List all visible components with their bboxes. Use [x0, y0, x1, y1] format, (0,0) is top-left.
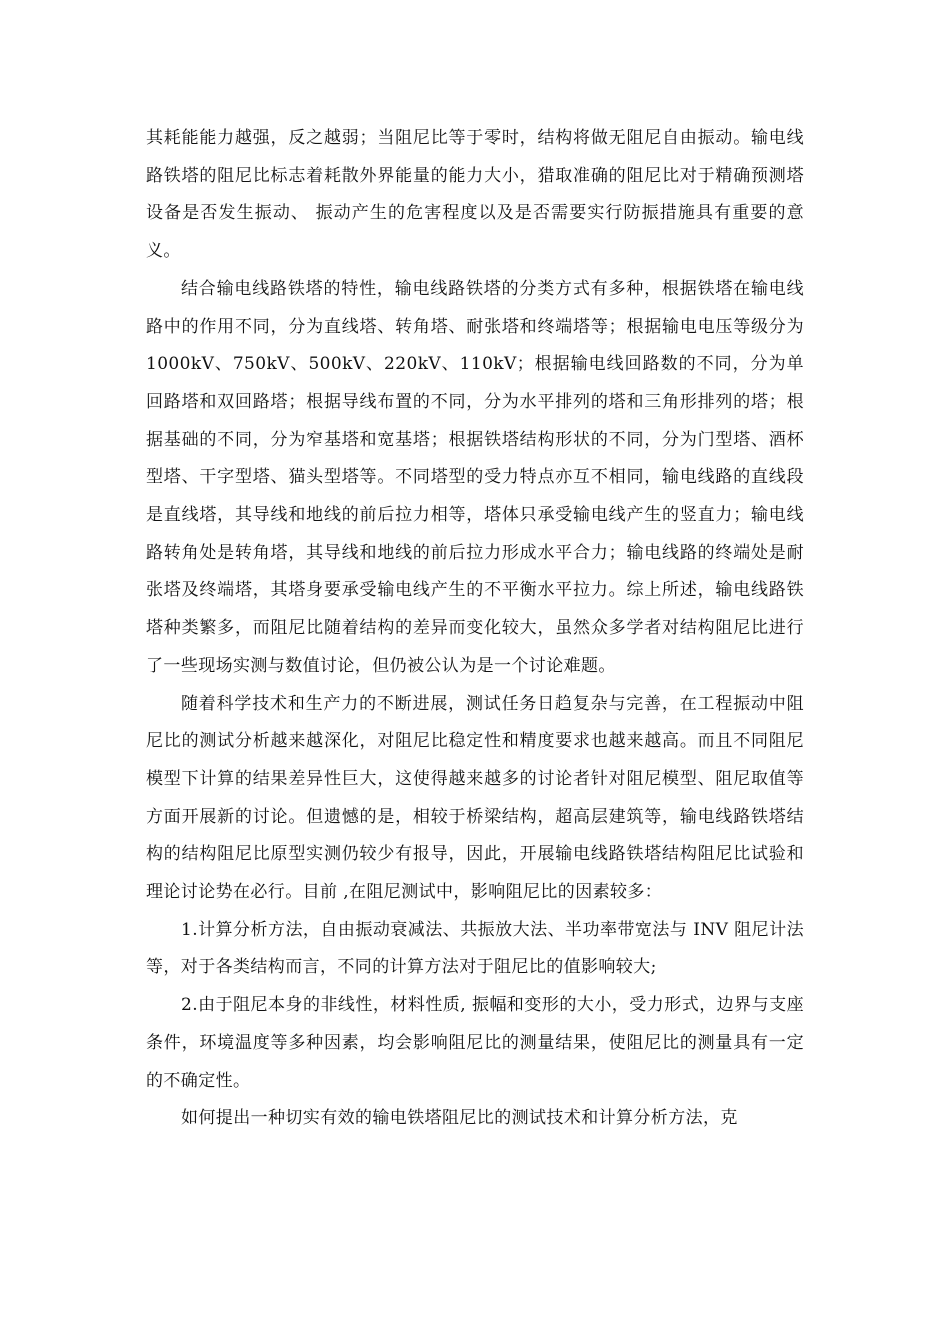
list-item-1: 1.计算分析方法，自由振动衰减法、共振放大法、半功率带宽法与 INV 阻尼计法等，对于各类结构而言，不同的计算方法对于阻尼比的值影响较大; [146, 919, 804, 978]
document-body [146, 120, 804, 1138]
paragraph-1: 其耗能能力越强，反之越弱；当阻尼比等于零时，结构将做无阻尼自由振动。输电线路铁塔的阻尼比标志着耗散外界能量的能力大小，猎取准确的阻尼比对于精确预测塔设备是否发生振动、 振动产生的危害程度以及是否需要实行防振措施具有重要的意义。 [146, 128, 804, 262]
list-item-2: 2.由于阻尼本身的非线性，材料性质, 振幅和变形的大小，受力形式，边界与支座条件，环境温度等多种因素，均会影响阻尼比的测量结果，使阻尼比的测量具有一定的不确定性。 [146, 995, 804, 1091]
paragraph-2: 结合输电线路铁塔的特性，输电线路铁塔的分类方式有多种，根据铁塔在输电线路中的作用不同，分为直线塔、转角塔、耐张塔和终端塔等；根据输电电压等级分为 1000kV、750kV、500kV、220kV、110kV；根据输电线回路数的不同，分为单回路塔和双回路塔；根据导线布置的不同，分为水平排列的塔和三角形排列的塔；根据基础的不同，分为窄基塔和宽基塔；根据铁塔结构形状的不同，分为门型塔、酒杯型塔、干字型塔、猫头型塔等。不同塔型的受力特点亦互不相同，输电线路的直线段是直线塔，其导线和地线的前后拉力相等，塔体只承受输电线产生的竖直力；输电线路转角处是转角塔，其导线和地线的前后拉力形成水平合力；输电线路的终端处是耐张塔及终端塔，其塔身要承受输电线产生的不平衡水平拉力。综上所述，输电线路铁塔种类繁多，而阻尼比随着结构的差异而变化较大，虽然众多学者对结构阻尼比进行了一些现场实测与数值讨论，但仍被公认为是一个讨论难题。 [146, 278, 804, 676]
paragraph-4: 如何提出一种切实有效的输电铁塔阻尼比的测试技术和计算分析方法，克 [181, 1108, 738, 1129]
paragraph-3: 随着科学技术和生产力的不断进展，测试任务日趋复杂与完善，在工程振动中阻尼比的测试分析越来越深化，对阻尼比稳定性和精度要求也越来越高。而且不同阻尼模型下计算的结果差异性巨大，这使得越来越多的讨论者针对阻尼模型、阻尼取值等方面开展新的讨论。但遗憾的是，相较于桥梁结构，超高层建筑等，输电线路铁塔结构的结构阻尼比原型实测仍较少有报导，因此，开展输电线路铁塔结构阻尼比试验和理论讨论势在必行。目前 ,在阻尼测试中，影响阻尼比的因素较多： [146, 693, 804, 903]
